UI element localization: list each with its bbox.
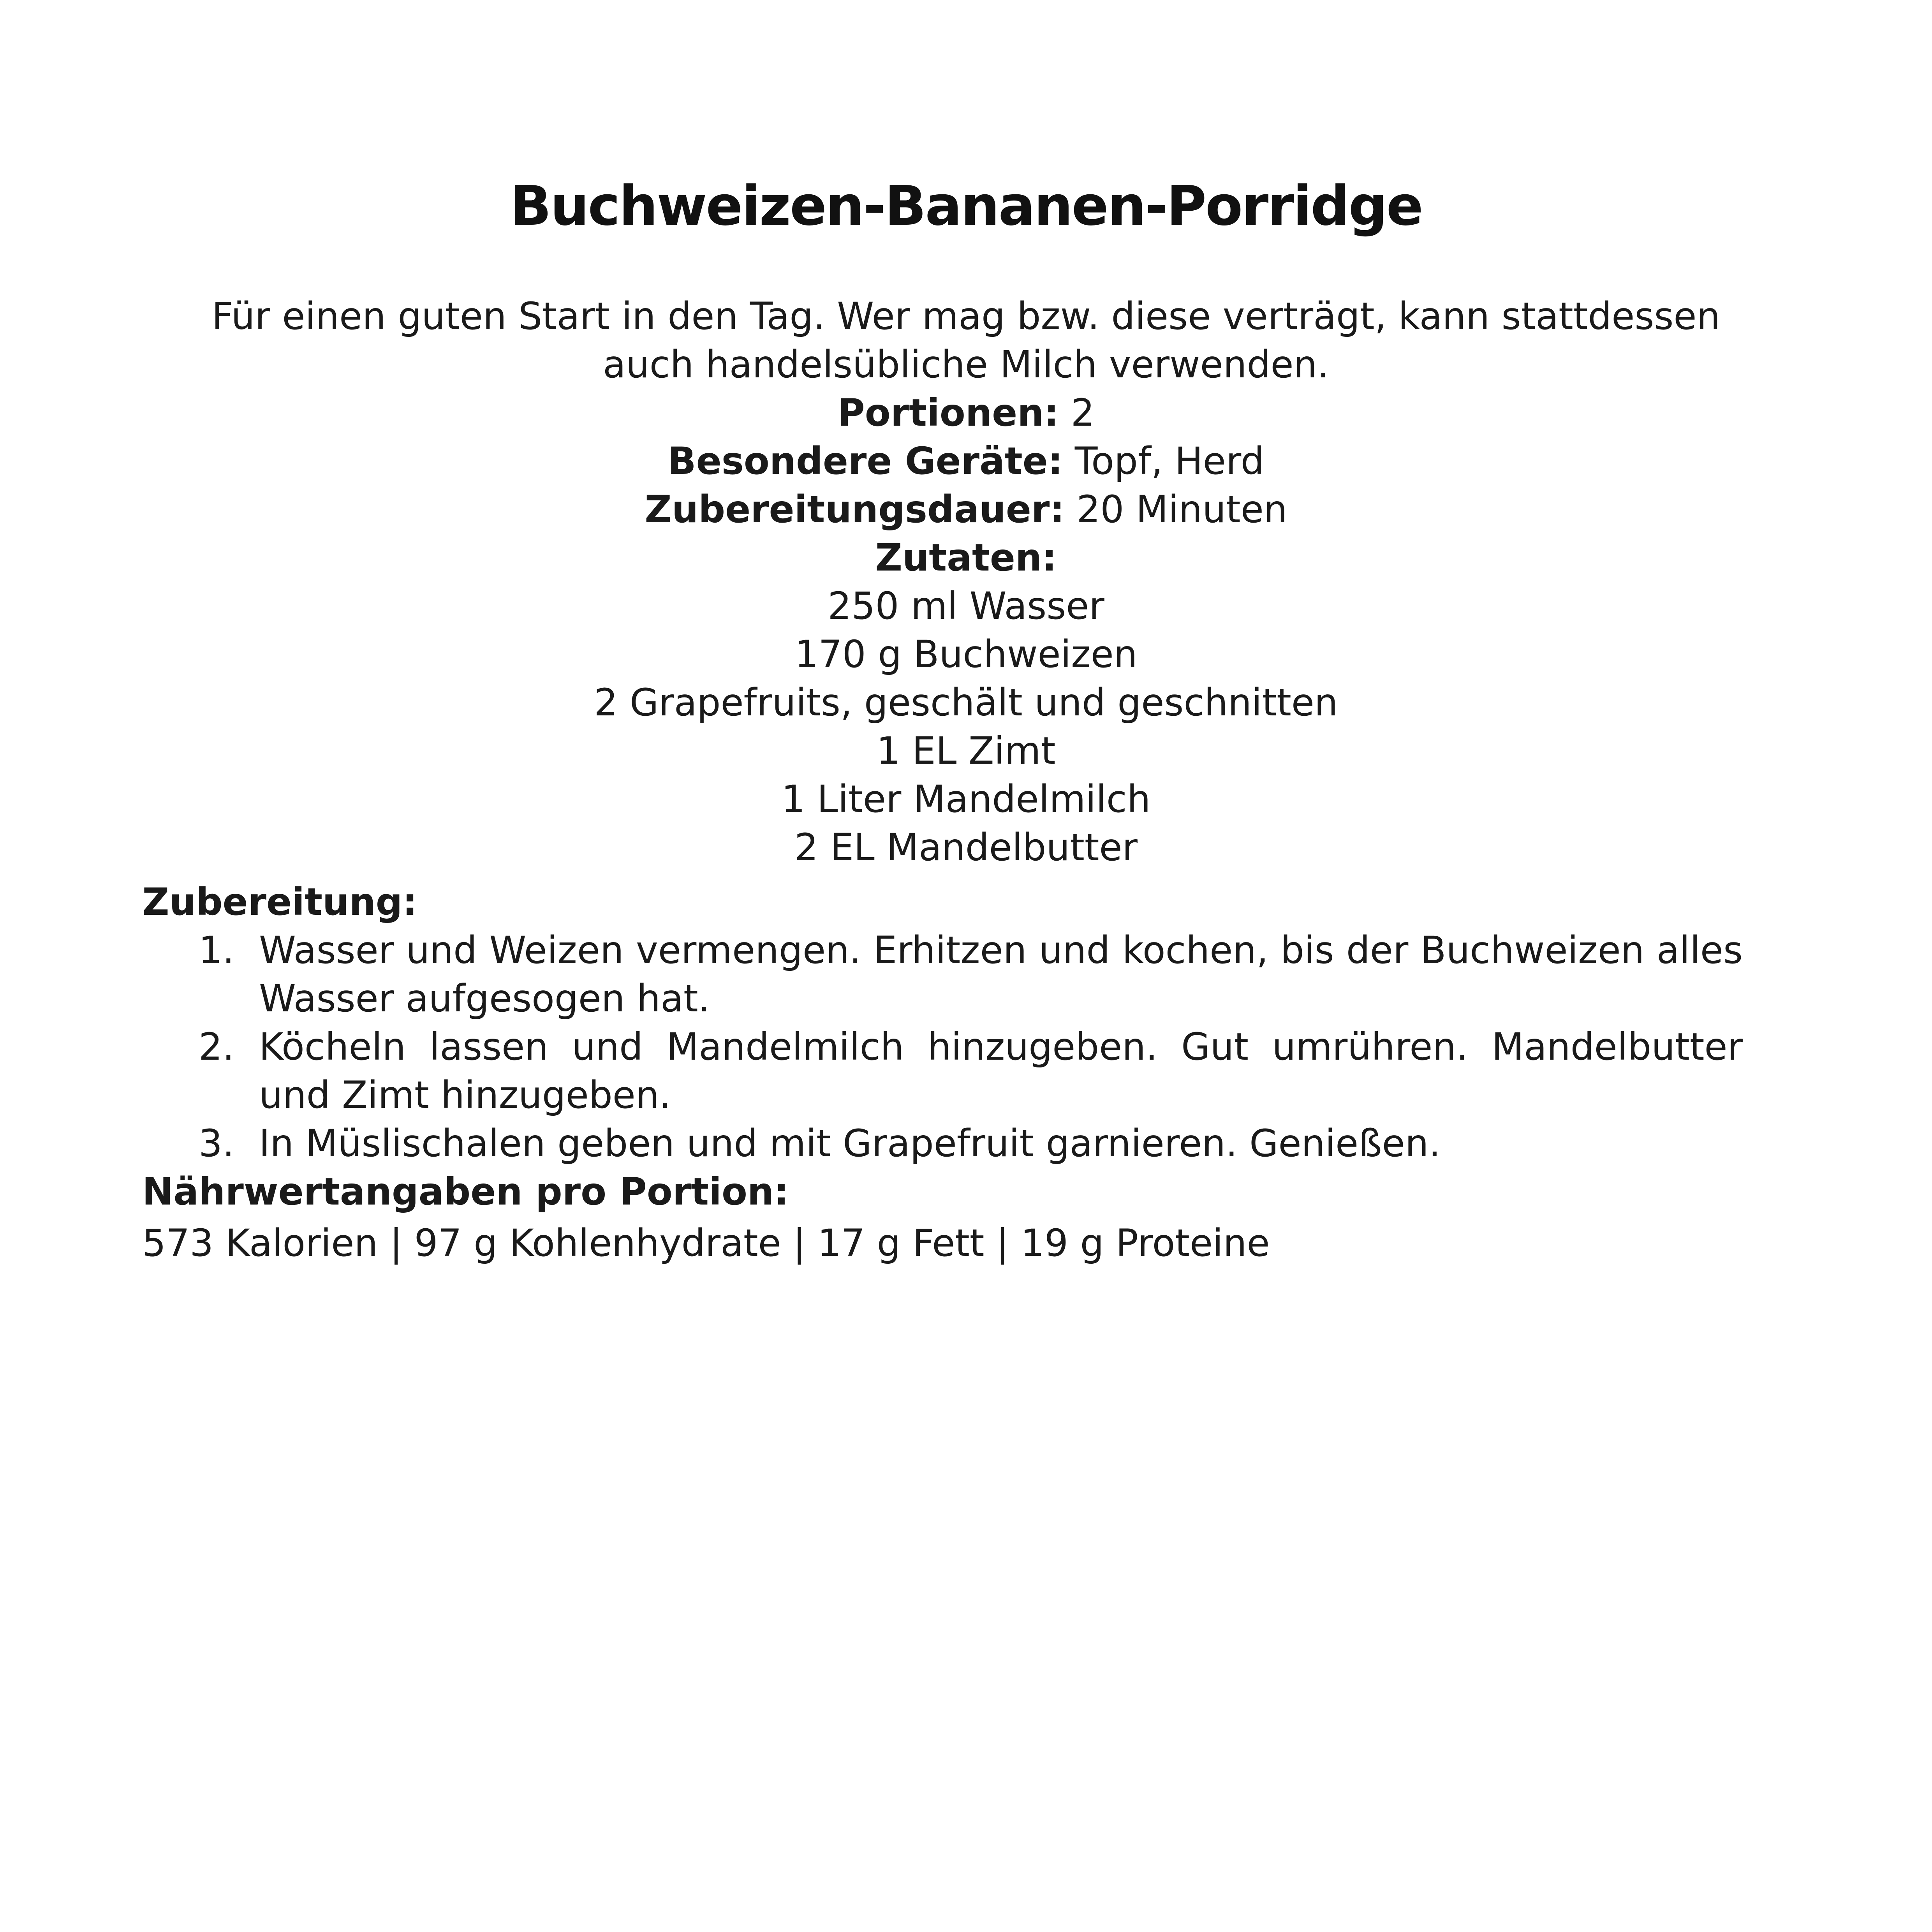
step-text: Köcheln lassen und Mandelmilch hinzugeben. Gut umrühren. Mandelbutter und Zimt hinzugeben. — [259, 1025, 1743, 1117]
recipe-intro: Für einen guten Start in den Tag. Wer mag bzw. diese verträgt, kann stattdessen auch handelsübliche Milch verwenden. — [211, 294, 1721, 386]
equipment-label: Besondere Geräte: — [667, 439, 1063, 483]
recipe-title: Buchweizen-Bananen-Porridge — [510, 174, 1422, 238]
step-item — [142, 1119, 1743, 1168]
equipment-line — [148, 437, 1784, 485]
step-number: 3. — [199, 1122, 234, 1165]
ingredient-item: 2 Grapefruits, geschält und geschnitten — [594, 681, 1338, 724]
recipe-summary — [148, 292, 1784, 872]
portions-label: Portionen: — [837, 391, 1059, 435]
step-number: 1. — [199, 928, 234, 972]
ingredient-item: 1 EL Zimt — [876, 729, 1056, 773]
portions-line — [148, 389, 1784, 437]
ingredients-heading: Zutaten: — [875, 536, 1057, 579]
ingredient-item: 2 EL Mandelbutter — [794, 826, 1138, 869]
equipment-value: Topf, Herd — [1074, 439, 1265, 483]
nutrition-heading: Nährwertangaben pro Portion: — [142, 1170, 789, 1213]
step-text: Wasser und Weizen vermengen. Erhitzen und kochen, bis der Buchweizen alles Wasser aufgesogen hat. — [259, 928, 1743, 1020]
ingredient-item: 170 g Buchweizen — [794, 632, 1138, 676]
nutrition-values: 573 Kalorien | 97 g Kohlenhydrate | 17 g Fett | 19 g Proteine — [142, 1221, 1270, 1265]
duration-line — [148, 485, 1784, 534]
duration-label: Zubereitungsdauer: — [645, 488, 1065, 531]
step-item — [142, 1023, 1743, 1119]
step-number: 2. — [199, 1025, 234, 1069]
portions-value: 2 — [1071, 391, 1095, 435]
ingredient-item: 250 ml Wasser — [828, 584, 1104, 628]
ingredient-item: 1 Liter Mandelmilch — [781, 777, 1151, 821]
ingredients-list — [148, 582, 1784, 872]
step-text: In Müslischalen geben und mit Grapefruit garnieren. Genießen. — [259, 1122, 1441, 1165]
preparation-steps — [142, 926, 1743, 1168]
step-item — [142, 926, 1743, 1023]
preparation-heading: Zubereitung: — [142, 880, 417, 924]
duration-value: 20 Minuten — [1076, 488, 1287, 531]
